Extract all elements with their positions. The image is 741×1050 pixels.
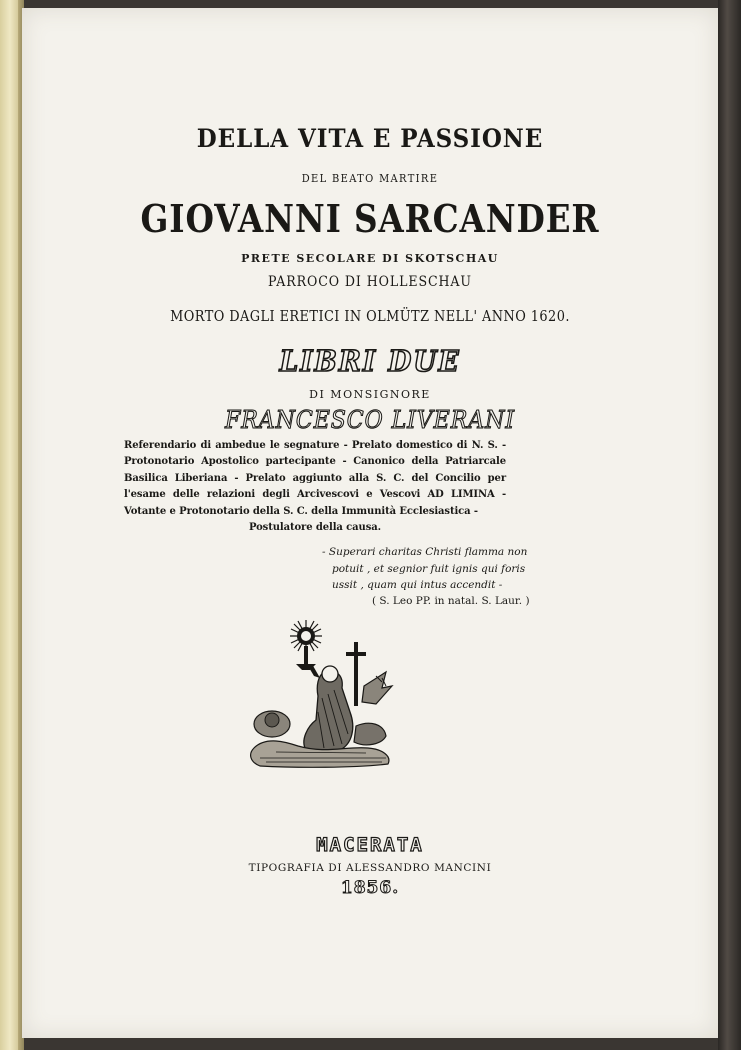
epigraph xyxy=(322,544,552,594)
author-titles: Referendario di ambedue le segnature - Prelato domestico di N. S. - Protonotario Apostolico partecipante - Canonico della Patriarcale Basilica Liberiana - Prelato aggiunto alla S. C. del Concilio per l'esame delle relazioni degli Arcivescovi e Vescovi AD LIMINA - Votante e Protonotario della S. C. della Immunità Ecclesiastica - xyxy=(124,440,506,517)
epigraph-line-3: ussit , quam qui intus accendit - xyxy=(332,579,503,591)
role-line-2: PARROCO DI HOLLESCHAU xyxy=(268,274,472,290)
title-page xyxy=(22,8,718,1038)
author-description xyxy=(124,438,506,536)
title-line-2: DEL BEATO MARTIRE xyxy=(301,172,439,185)
author-name: FRANCESCO LIVERANI xyxy=(224,406,515,434)
death-line: MORTO DAGLI ERETICI IN OLMÜTZ NELL' ANNO 1620. xyxy=(170,307,570,325)
monstrance-figure-engraving-icon xyxy=(236,616,396,776)
imprint-printer: TIPOGRAFIA DI ALESSANDRO MANCINI xyxy=(248,862,492,874)
imprint-year: 1856. xyxy=(340,878,400,898)
epigraph-citation: ( S. Leo PP. in natal. S. Laur. ) xyxy=(372,595,530,607)
author-prefix: DI MONSIGNORE xyxy=(309,388,431,401)
author-titles-last: Postulatore della causa. xyxy=(248,522,382,534)
books-heading: LIBRI DUE xyxy=(279,344,461,378)
epigraph-line-1: - Superari charitas Christi flamma non xyxy=(322,546,528,558)
imprint-city: MACERATA xyxy=(316,834,424,856)
role-line-1: PRETE SECOLARE DI SKOTSCHAU xyxy=(241,252,499,265)
martyr-name: GIOVANNI SARCANDER xyxy=(140,196,600,241)
epigraph-line-2: potuit , et segnior fuit ignis qui foris xyxy=(332,562,526,575)
background-edge xyxy=(718,0,741,1050)
title-line-1: DELLA VITA E PASSIONE xyxy=(196,124,544,153)
